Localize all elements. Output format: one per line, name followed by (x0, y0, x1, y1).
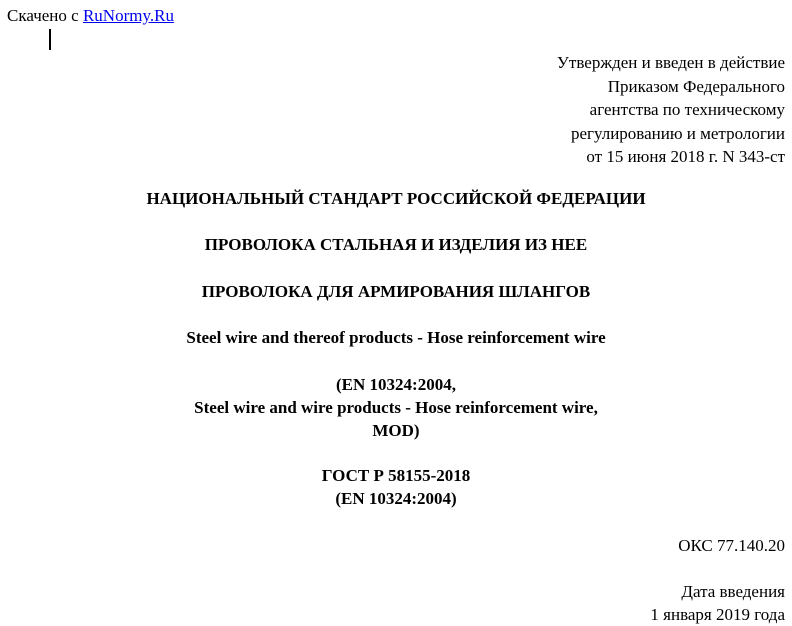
source-line (7, 6, 174, 26)
equivalence-line: Steel wire and wire products - Hose reinforcement wire, (194, 398, 598, 417)
oks-code: ОКС 77.140.20 (678, 536, 785, 555)
en-designation: (EN 10324:2004) (335, 489, 457, 508)
gost-designation: ГОСТ Р 58155-2018 (321, 466, 471, 485)
effective-date-label: Дата введения (681, 582, 785, 601)
designation-block (0, 464, 792, 510)
document-title-main: ПРОВОЛОКА СТАЛЬНАЯ И ИЗДЕЛИЯ ИЗ НЕЕ (204, 235, 588, 254)
approval-block (365, 51, 785, 169)
runormy-link[interactable]: RuNormy.Ru (82, 6, 174, 25)
text-caret (49, 29, 51, 50)
equivalence-line: (EN 10324:2004, (336, 375, 456, 394)
approval-line: Утвержден и введен в действие (556, 53, 785, 72)
approval-line: Приказом Федерального (607, 76, 785, 96)
approval-line: агентства по техническому (589, 100, 785, 119)
effective-date: 1 января 2019 года (650, 605, 785, 624)
equivalence-line: MOD) (372, 421, 420, 440)
approval-line: от 15 июня 2018 г. N 343-ст (586, 147, 785, 166)
equivalence-block (0, 373, 792, 442)
source-prefix: Скачено с (7, 6, 79, 25)
approval-line: регулированию и метрологии (570, 123, 785, 143)
english-title: Steel wire and thereof products - Hose reinforcement wire (186, 328, 606, 347)
national-standard-title: НАЦИОНАЛЬНЫЙ СТАНДАРТ РОССИЙСКОЙ ФЕДЕРАЦИИ (146, 189, 646, 208)
document-title-sub: ПРОВОЛОКА ДЛЯ АРМИРОВАНИЯ ШЛАНГОВ (201, 282, 591, 301)
